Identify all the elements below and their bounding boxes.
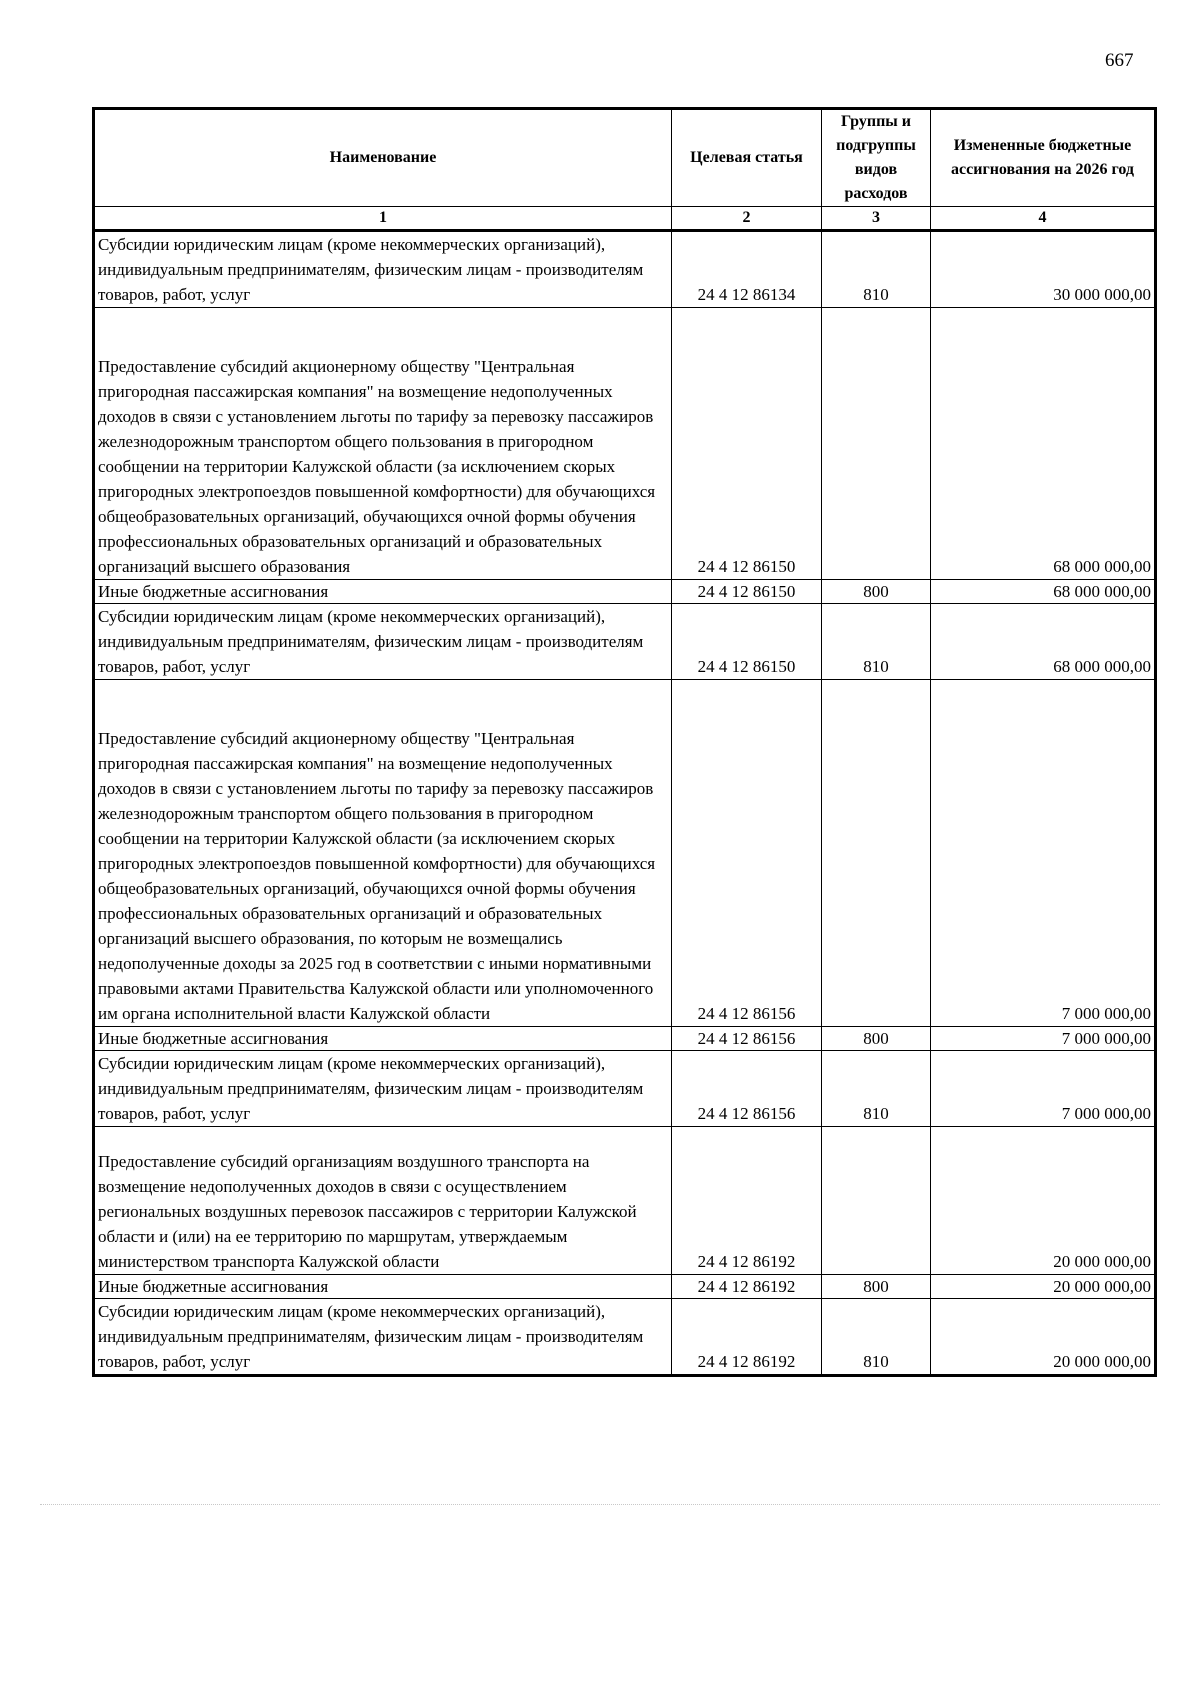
row-code: 24 4 12 86156 bbox=[672, 1027, 822, 1051]
row-amount: 68 000 000,00 bbox=[931, 308, 1156, 580]
column-number: 1 bbox=[94, 207, 672, 231]
table-row bbox=[94, 580, 1156, 604]
table-row bbox=[94, 680, 1156, 1027]
row-group: 800 bbox=[822, 1027, 931, 1051]
budget-table bbox=[92, 107, 1157, 1377]
header-target-article: Целевая статья bbox=[672, 109, 822, 207]
table-row bbox=[94, 308, 1156, 580]
row-name: Субсидии юридическим лицам (кроме некоммерческих организаций), индивидуальным предпринимателям, физическим лицам - производителям товаров, работ, услуг bbox=[94, 1051, 672, 1127]
row-group: 800 bbox=[822, 1275, 931, 1299]
column-number: 4 bbox=[931, 207, 1156, 231]
column-number: 2 bbox=[672, 207, 822, 231]
row-group: 810 bbox=[822, 231, 931, 308]
row-name: Субсидии юридическим лицам (кроме некоммерческих организаций), индивидуальным предпринимателям, физическим лицам - производителям товаров, работ, услуг bbox=[94, 1299, 672, 1376]
row-amount: 20 000 000,00 bbox=[931, 1127, 1156, 1275]
row-code: 24 4 12 86192 bbox=[672, 1275, 822, 1299]
row-amount: 68 000 000,00 bbox=[931, 580, 1156, 604]
row-group: 810 bbox=[822, 1051, 931, 1127]
row-amount: 7 000 000,00 bbox=[931, 1027, 1156, 1051]
row-amount: 20 000 000,00 bbox=[931, 1299, 1156, 1376]
row-group: 810 bbox=[822, 604, 931, 680]
row-code: 24 4 12 86156 bbox=[672, 680, 822, 1027]
row-amount: 68 000 000,00 bbox=[931, 604, 1156, 680]
table-row bbox=[94, 1127, 1156, 1275]
header-amount: Измененные бюджетные ассигнования на 2026 год bbox=[931, 109, 1156, 207]
row-name: Иные бюджетные ассигнования bbox=[94, 1027, 672, 1051]
table-row bbox=[94, 1275, 1156, 1299]
column-number-row bbox=[94, 207, 1156, 231]
row-amount: 7 000 000,00 bbox=[931, 680, 1156, 1027]
header-row bbox=[94, 109, 1156, 207]
row-name: Субсидии юридическим лицам (кроме некоммерческих организаций), индивидуальным предпринимателям, физическим лицам - производителям товаров, работ, услуг bbox=[94, 604, 672, 680]
page-number: 667 bbox=[1105, 50, 1134, 71]
row-name: Предоставление субсидий акционерному обществу "Центральная пригородная пассажирская компания" на возмещение недополученных доходов в связи с установлением льготы по тарифу за перевозку пассажиров железнодорожным транспортом общего пользования в пригородном сообщении на территории Калужской области (за исключением скорых пригородных электропоездов повышенной комфортности) для обучающихся общеобразовательных организаций, обучающихся очной формы обучения профессиональных образовательных организаций и образовательных организаций высшего образования, по которым не возмещались недополученные доходы за 2025 год в соответствии с иными нормативными правовыми актами Правительства Калужской области или уполномоченного им органа исполнительной власти Калужской области bbox=[94, 680, 672, 1027]
row-group: 800 bbox=[822, 580, 931, 604]
row-code: 24 4 12 86150 bbox=[672, 580, 822, 604]
table-row bbox=[94, 231, 1156, 308]
row-amount: 7 000 000,00 bbox=[931, 1051, 1156, 1127]
header-name: Наименование bbox=[94, 109, 672, 207]
row-code: 24 4 12 86150 bbox=[672, 604, 822, 680]
row-code: 24 4 12 86156 bbox=[672, 1051, 822, 1127]
row-name: Субсидии юридическим лицам (кроме некоммерческих организаций), индивидуальным предпринимателям, физическим лицам - производителям товаров, работ, услуг bbox=[94, 231, 672, 308]
scan-noise-divider bbox=[40, 1504, 1160, 1507]
row-name: Предоставление субсидий акционерному обществу "Центральная пригородная пассажирская компания" на возмещение недополученных доходов в связи с установлением льготы по тарифу за перевозку пассажиров железнодорожным транспортом общего пользования в пригородном сообщении на территории Калужской области (за исключением скорых пригородных электропоездов повышенной комфортности) для обучающихся общеобразовательных организаций, обучающихся очной формы обучения профессиональных образовательных организаций и образовательных организаций высшего образования bbox=[94, 308, 672, 580]
table-row bbox=[94, 604, 1156, 680]
row-code: 24 4 12 86150 bbox=[672, 308, 822, 580]
row-group bbox=[822, 1127, 931, 1275]
header-groups: Группы и подгруппы видов расходов bbox=[822, 109, 931, 207]
row-group: 810 bbox=[822, 1299, 931, 1376]
row-name: Иные бюджетные ассигнования bbox=[94, 580, 672, 604]
row-code: 24 4 12 86192 bbox=[672, 1127, 822, 1275]
row-name: Предоставление субсидий организациям воздушного транспорта на возмещение недополученных доходов в связи с осуществлением региональных воздушных перевозок пассажиров с территории Калужской области и (или) на ее территорию по маршрутам, утверждаемым министерством транспорта Калужской области bbox=[94, 1127, 672, 1275]
row-code: 24 4 12 86134 bbox=[672, 231, 822, 308]
row-amount: 20 000 000,00 bbox=[931, 1275, 1156, 1299]
table-row bbox=[94, 1051, 1156, 1127]
table-row bbox=[94, 1027, 1156, 1051]
table-row bbox=[94, 1299, 1156, 1376]
row-group bbox=[822, 308, 931, 580]
row-group bbox=[822, 680, 931, 1027]
row-code: 24 4 12 86192 bbox=[672, 1299, 822, 1376]
row-amount: 30 000 000,00 bbox=[931, 231, 1156, 308]
row-name: Иные бюджетные ассигнования bbox=[94, 1275, 672, 1299]
column-number: 3 bbox=[822, 207, 931, 231]
